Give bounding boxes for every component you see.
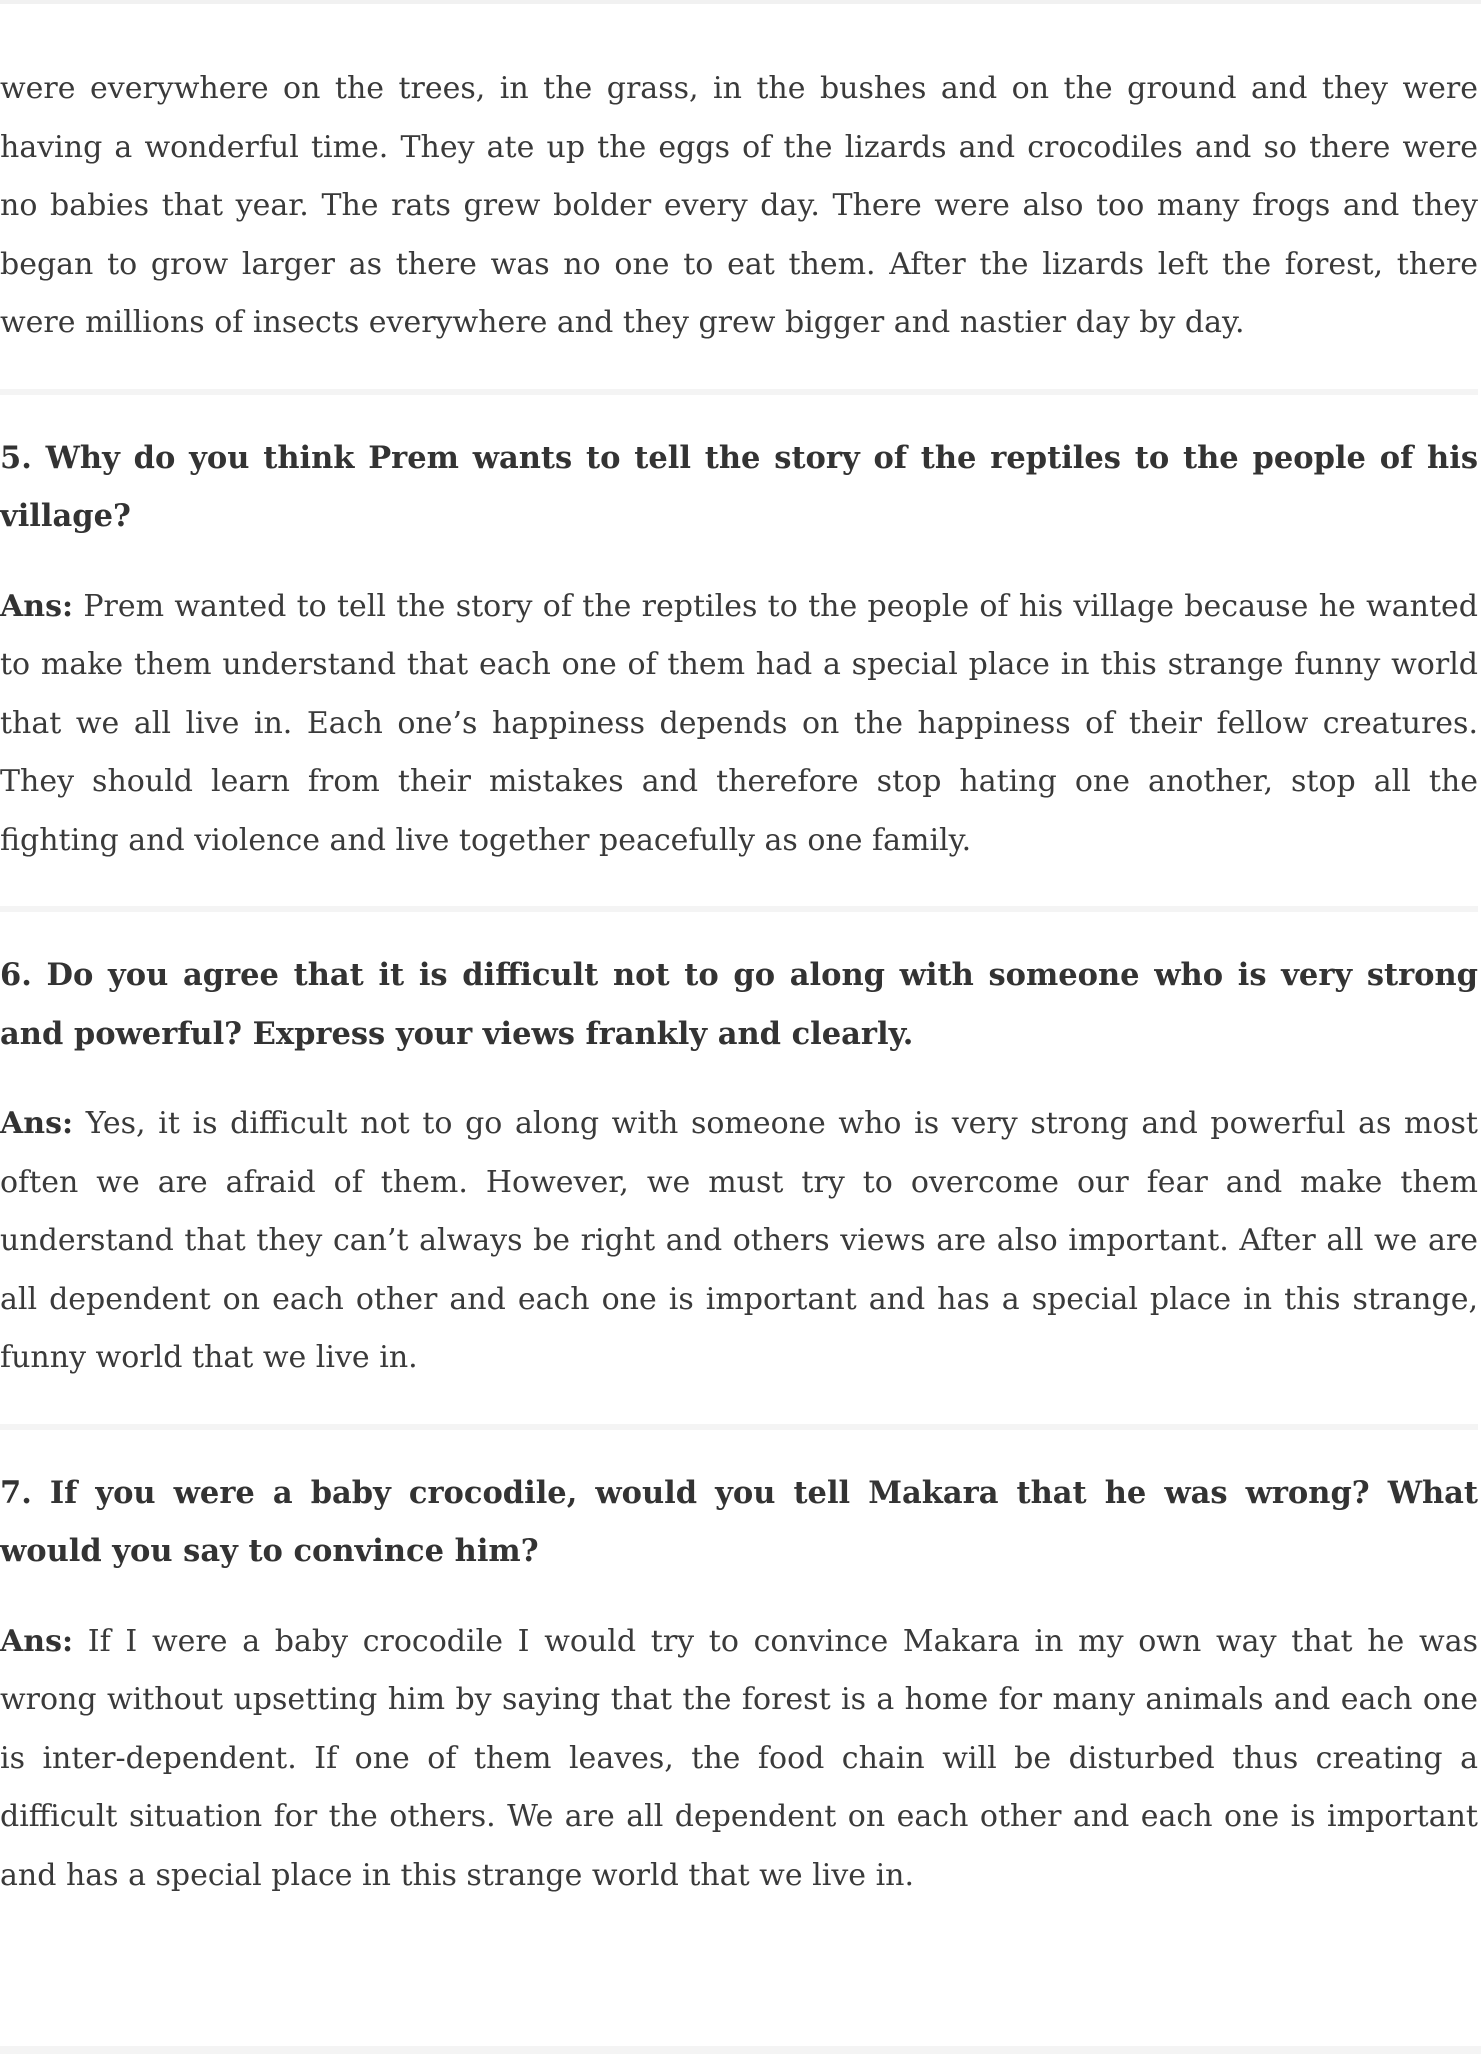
ans-label: Ans:	[0, 1623, 74, 1659]
qa-block-6	[0, 946, 1478, 1388]
answer-7	[0, 1613, 1478, 1906]
content-area	[0, 60, 1478, 1905]
answer-text: Prem wanted to tell the story of the reptiles to the people of his village because he wanted to make them understand that each one of them had a special place in this strange funny world that we all live in. Each one’s happiness depends on the happiness of their fellow creatures. They should learn from their mistakes and therefore stop hating one another, stop all the fighting and violence and live together peacefully as one family.	[0, 588, 1478, 858]
top-divider	[0, 0, 1481, 4]
question-5: 5. Why do you think Prem wants to tell the story of the reptiles to the people of his village?	[0, 439, 1478, 534]
answer-6	[0, 1095, 1478, 1388]
answer-text: Yes, it is difficult not to go along with someone who is very strong and powerful as most often we are afraid of them. However, we must try to overcome our fear and make them understand that they can’t always be right and others views are also important. After all we are all dependent on each other and each one is important and has a special place in this strange, funny world that we live in.	[0, 1106, 1478, 1375]
ans-label: Ans:	[0, 588, 74, 624]
question-6: 6. Do you agree that it is difficult not to go along with someone who is very strong and powerful? Express your views frankly and clearly.	[0, 957, 1478, 1052]
ans-label: Ans:	[0, 1106, 74, 1141]
qa-block-7	[0, 1464, 1478, 1906]
section-divider	[0, 1424, 1478, 1430]
answer-text: If I were a baby crocodile I would try to convince Makara in my own way that he was wrong without upsetting him by saying that the forest is a home for many animals and each one is inter-dependent. If one of them leaves, the food chain will be disturbed thus creating a difficult situation for the others. We are all dependent on each other and each one is important and has a special place in this strange world that we live in.	[0, 1623, 1478, 1893]
intro-paragraph: were everywhere on the trees, in the grass, in the bushes and on the ground and they were having a wonderful time. They ate up the eggs of the lizards and crocodiles and so there were no babies that year. The rats grew bolder every day. There were also too many frogs and they began to grow larger as there was no one to eat them. After the lizards left the forest, there were millions of insects everywhere and they grew bigger and nastier day by day.	[0, 71, 1478, 340]
section-divider	[0, 906, 1478, 912]
bottom-divider	[0, 2046, 1481, 2054]
qa-block-5	[0, 429, 1478, 871]
question-7: 7. If you were a baby crocodile, would you tell Makara that he was wrong? What would you say to convince him?	[0, 1474, 1478, 1569]
section-divider	[0, 389, 1478, 395]
answer-5	[0, 578, 1478, 871]
